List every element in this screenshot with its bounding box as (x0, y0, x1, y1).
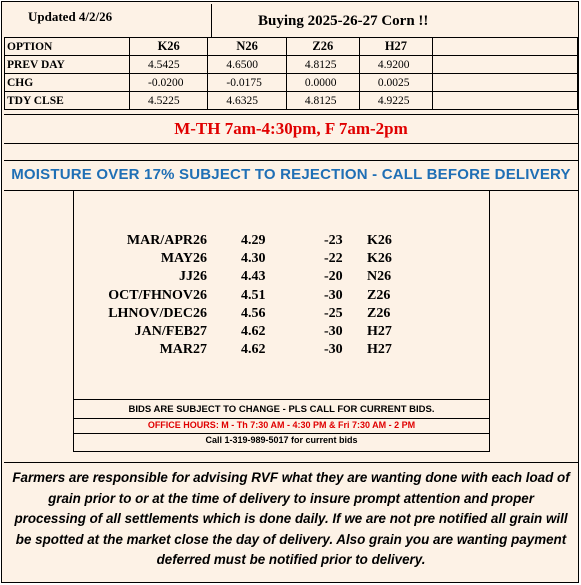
column-header-k26: K26 (130, 38, 208, 56)
bid-basis: -20 (324, 269, 343, 284)
bid-futures: H27 (367, 342, 392, 357)
bid-basis: -30 (324, 324, 343, 339)
updated-cell (4, 4, 212, 38)
bid-price: 4.30 (241, 251, 266, 266)
call-notice: Call 1-319-989-5017 for current bids (74, 433, 489, 449)
bid-futures: H27 (367, 324, 392, 339)
updated-date: Updated 4/2/26 (28, 9, 113, 24)
bid-row (74, 251, 491, 269)
bid-month: MAR27 (159, 342, 207, 357)
table-row-prev-day (5, 56, 578, 74)
bid-month: MAY26 (160, 251, 207, 266)
bid-price: 4.62 (241, 342, 266, 357)
table-cell: 4.8125 (286, 56, 359, 74)
farmers-notice: Farmers are responsible for advising RVF what they are wanting done with each load of grain prior to or at the time of delivery to insure prompt attention and proper processing of all settlements which is done daily. If we are not pre notified all grain will be spotted at the market close the day of delivery. Also grain you are wanting payment deferred must be notified prior to delivery. (4, 462, 578, 582)
column-header-h27: H27 (359, 38, 432, 56)
table-cell: 4.9225 (359, 92, 432, 110)
table-cell: 4.5225 (130, 92, 208, 110)
buying-cell (212, 4, 490, 38)
row-label: PREV DAY (5, 56, 130, 74)
hours-banner (4, 114, 578, 144)
bid-row (74, 342, 491, 360)
moisture-text: MOISTURE OVER 17% SUBJECT TO REJECTION - CALL BEFORE DELIVERY (11, 166, 571, 183)
table-cell: 0.0000 (286, 74, 359, 92)
bid-futures: Z26 (367, 288, 391, 303)
bid-row (74, 269, 491, 287)
table-cell: 0.0025 (359, 74, 432, 92)
table-cell: -0.0175 (208, 74, 286, 92)
column-header-n26: N26 (208, 38, 286, 56)
bid-basis: -30 (324, 288, 343, 303)
bid-row (74, 233, 491, 251)
empty-cell (433, 38, 578, 56)
bid-futures: K26 (367, 251, 392, 266)
bid-price: 4.29 (241, 233, 266, 248)
bid-row (74, 288, 491, 306)
bid-row (74, 306, 491, 324)
bids-box (73, 190, 490, 452)
table-cell: 4.6325 (208, 92, 286, 110)
bid-basis: -23 (324, 233, 343, 248)
bid-month: MAR/APR26 (126, 233, 207, 248)
bid-futures: Z26 (367, 306, 391, 321)
office-hours-notice: OFFICE HOURS: M - Th 7:30 AM - 4:30 PM & Fri 7:30 AM - 2 PM (74, 418, 489, 434)
option-header: OPTION (5, 38, 130, 56)
bids-change-notice: BIDS ARE SUBJECT TO CHANGE - PLS CALL FOR CURRENT BIDS. (74, 399, 489, 419)
empty-cell (433, 56, 578, 74)
buying-title: Buying 2025-26-27 Corn !! (258, 13, 429, 29)
row-label: TDY CLSE (5, 92, 130, 110)
bid-futures: N26 (367, 269, 392, 284)
table-row-tdy-clse (5, 92, 578, 110)
bid-month: JJ26 (179, 269, 207, 284)
table-cell: 4.6500 (208, 56, 286, 74)
bid-price: 4.62 (241, 324, 266, 339)
bid-basis: -25 (324, 306, 343, 321)
bid-month: OCT/FHNOV26 (108, 288, 207, 303)
bid-futures: K26 (367, 233, 392, 248)
bid-month: JAN/FEB27 (134, 324, 207, 339)
table-cell: 4.8125 (286, 92, 359, 110)
table-row-chg (5, 74, 578, 92)
options-header-row (5, 38, 578, 56)
table-cell: -0.0200 (130, 74, 208, 92)
options-table (4, 37, 578, 110)
bid-price: 4.43 (241, 269, 266, 284)
empty-cell (433, 92, 578, 110)
bid-price: 4.56 (241, 306, 266, 321)
column-header-z26: Z26 (286, 38, 359, 56)
bid-basis: -30 (324, 342, 343, 357)
empty-cell (433, 74, 578, 92)
bid-row (74, 324, 491, 342)
moisture-banner (4, 160, 578, 191)
row-label: CHG (5, 74, 130, 92)
bid-month: LHNOV/DEC26 (108, 306, 207, 321)
hours-text: M-TH 7am-4:30pm, F 7am-2pm (174, 119, 408, 138)
bid-basis: -22 (324, 251, 343, 266)
bid-price: 4.51 (241, 288, 266, 303)
bid-sheet (1, 1, 579, 583)
table-cell: 4.9200 (359, 56, 432, 74)
table-cell: 4.5425 (130, 56, 208, 74)
